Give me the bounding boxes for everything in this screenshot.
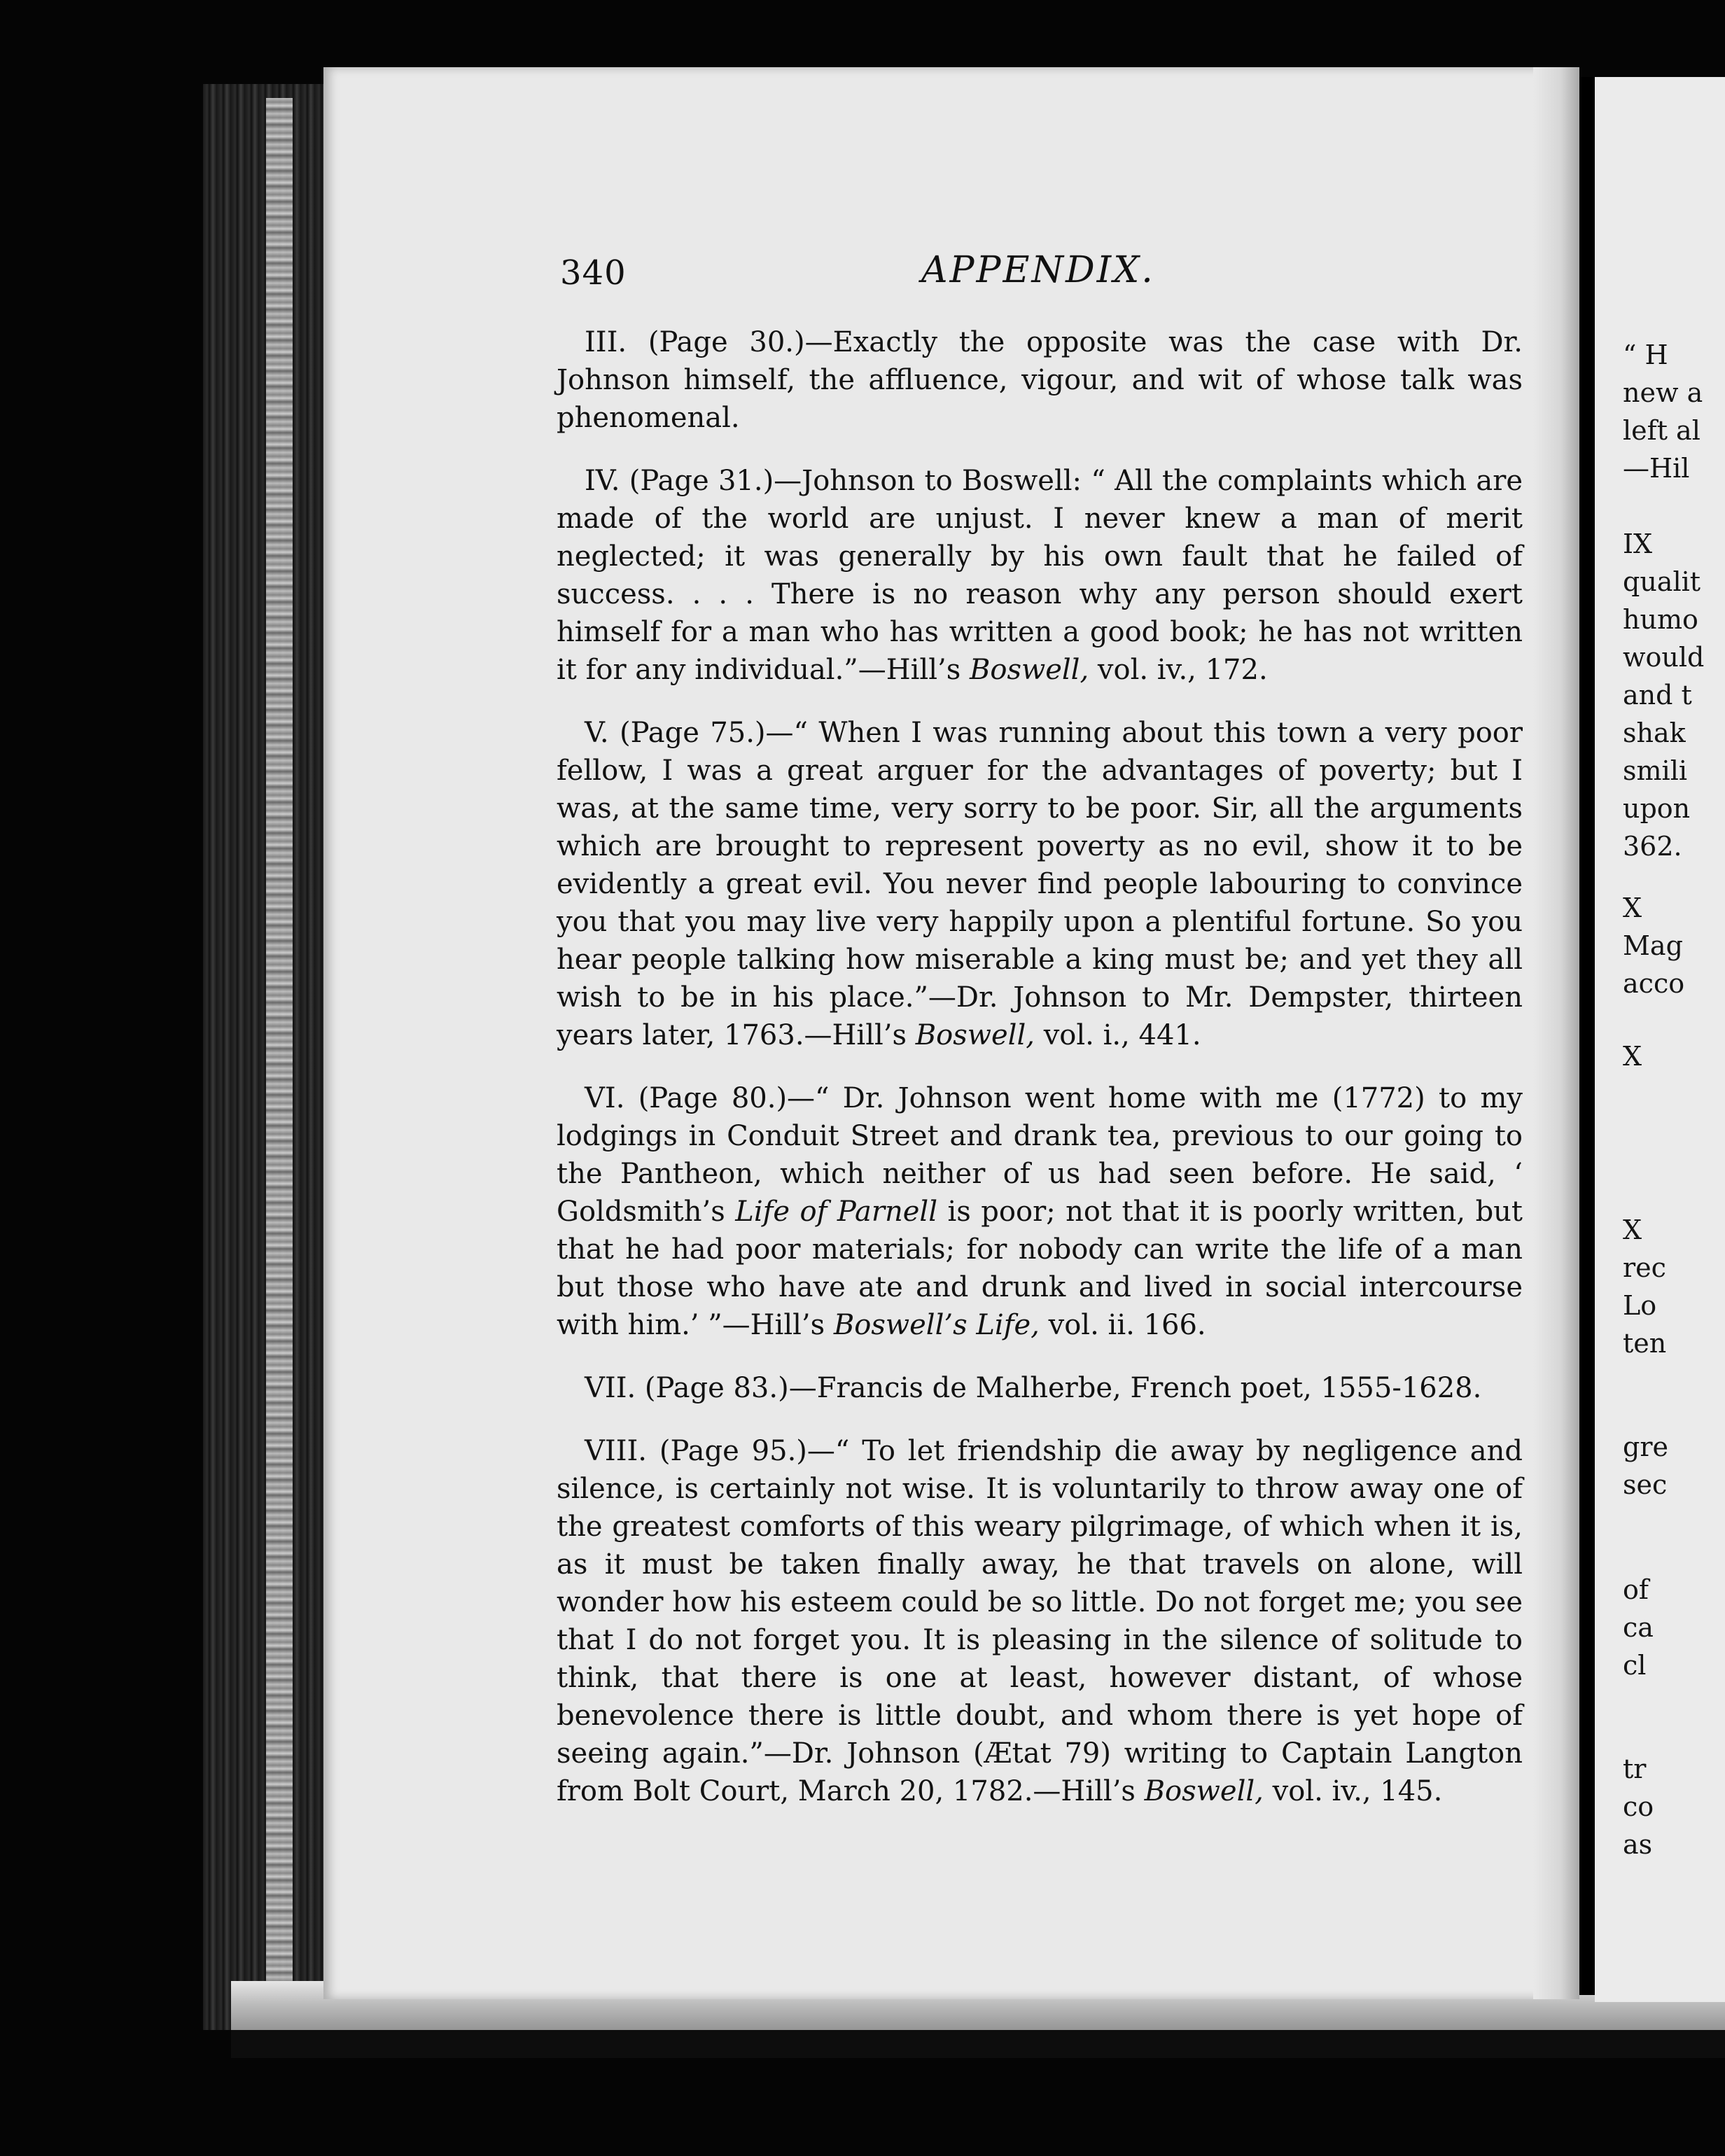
fragment-line: shak xyxy=(1623,718,1686,748)
fragment-line: sec xyxy=(1623,1469,1668,1500)
fragment-line: rec xyxy=(1623,1252,1666,1283)
fragment-line: co xyxy=(1623,1791,1654,1822)
fragment-line: gre xyxy=(1623,1432,1668,1462)
fragment-line: of xyxy=(1623,1574,1649,1605)
note-citation-title: Boswell, xyxy=(969,654,1089,686)
fragment-line: —Hil xyxy=(1623,453,1690,484)
fragment-line: and t xyxy=(1623,680,1692,710)
fragment-line: left al xyxy=(1623,415,1700,446)
fragment-line: ca xyxy=(1623,1612,1654,1643)
fragment-line: “ H xyxy=(1623,340,1668,370)
bottom-shadow xyxy=(231,2030,1725,2058)
page-gutter xyxy=(1533,67,1579,1999)
appendix-notes xyxy=(557,323,1523,1838)
fragment-line: X xyxy=(1623,1214,1642,1245)
fragment-line: humo xyxy=(1623,604,1698,635)
fragment-line: qualit xyxy=(1623,566,1701,597)
note-text: VII. (Page 83.)—Francis de Malherbe, French poet, 1555-1628. xyxy=(585,1372,1482,1404)
fragment-line: Mag xyxy=(1623,930,1683,961)
fragment-line: would xyxy=(1623,642,1705,673)
note-citation-title: Boswell, xyxy=(1144,1775,1264,1807)
note-citation: vol. i., 441. xyxy=(1043,1019,1201,1051)
facing-page-fragment xyxy=(1595,77,1725,2002)
page-number: 340 xyxy=(560,253,627,293)
note-text: III. (Page 30.)—Exactly the opposite was the case with Dr. Johnson himself, the affluence, vigour, and wit of whose talk was phenomenal. xyxy=(557,326,1523,434)
note-text: VI. (Page 80.)—“ Dr. Johnson went home with me (1772) to my lodgings in Conduit Street and drank tea, previous to our going to the Pantheon, which neither of us had seen before. He said, ‘ Goldsmith’s xyxy=(557,1082,1523,1228)
note-iii xyxy=(557,323,1523,437)
fragment-line: IX xyxy=(1623,528,1653,559)
page-edges xyxy=(266,98,293,2002)
note-text: IV. (Page 31.)—Johnson to Boswell: “ All the complaints which are made of the world are unjust. I never knew a man of merit neglected; it was generally by his own fault that he failed of success. . . . There is no reason why any person should exert himself for a man who has written a good book; he has not written it for any individual.”—Hill’s xyxy=(557,465,1523,686)
fragment-line: cl xyxy=(1623,1650,1647,1681)
note-viii xyxy=(557,1432,1523,1810)
fragment-line: 362. xyxy=(1623,831,1682,862)
note-iv xyxy=(557,462,1523,689)
note-text: V. (Page 75.)—“ When I was running about this town a very poor fellow, I was a great arguer for the advantages of poverty; but I was, at the same time, very sorry to be poor. Sir, all the arguments which are brought to represent poverty as no evil, show it to be evidently a great evil. You never find people labouring to convince you that you may live very happily upon a plentiful fortune. So you hear people talking how miserable a king must be; and yet they all wish to be in his place.”—Dr. Johnson to Mr. Dempster, thirteen years later, 1763.—Hill’s xyxy=(557,717,1523,1051)
note-citation: vol. ii. 166. xyxy=(1048,1309,1206,1341)
note-citation: vol. iv., 145. xyxy=(1272,1775,1443,1807)
note-text-continued: is poor; not that it is poorly written, but that he had poor materials; for nobody can write the life of a man but those who have ate and drunk and lived in social intercourse with him.’ ”—Hill’s xyxy=(557,1196,1523,1341)
fragment-line: new a xyxy=(1623,377,1703,408)
fragment-line: ten xyxy=(1623,1328,1667,1359)
running-head: APPENDIX. xyxy=(921,249,1155,291)
note-citation-title: Boswell’s Life, xyxy=(833,1309,1040,1341)
note-citation: vol. iv., 172. xyxy=(1097,654,1268,686)
note-citation-title: Boswell, xyxy=(915,1019,1035,1051)
note-book-title: Life of Parnell xyxy=(735,1196,938,1228)
fragment-line: upon xyxy=(1623,793,1691,824)
fragment-line: smili xyxy=(1623,755,1687,786)
fragment-line: acco xyxy=(1623,968,1685,999)
note-vii xyxy=(557,1369,1523,1407)
fragment-line: as xyxy=(1623,1829,1653,1860)
note-v xyxy=(557,714,1523,1054)
fragment-line: X xyxy=(1623,892,1642,923)
note-vi xyxy=(557,1079,1523,1344)
fragment-line: X xyxy=(1623,1041,1642,1072)
fragment-line: Lo xyxy=(1623,1290,1657,1321)
book-spine xyxy=(1579,77,1595,1995)
note-text: VIII. (Page 95.)—“ To let friendship die away by negligence and silence, is certainly not wise. It is voluntarily to throw away one of the greatest comforts of this weary pilgrimage, of which when it is, as it must be taken finally away, he that travels on alone, will wonder how his esteem could be so little. Do not forget me; you see that I do not forget you. It is pleasing in the silence of solitude to think, that there is one at least, however distant, of whose benevolence there is little doubt, and whom there is yet hope of seeing again.”—Dr. Johnson (Ætat 79) writing to Captain Langton from Bolt Court, March 20, 1782.—Hill’s xyxy=(557,1435,1523,1807)
fragment-line: tr xyxy=(1623,1754,1647,1784)
